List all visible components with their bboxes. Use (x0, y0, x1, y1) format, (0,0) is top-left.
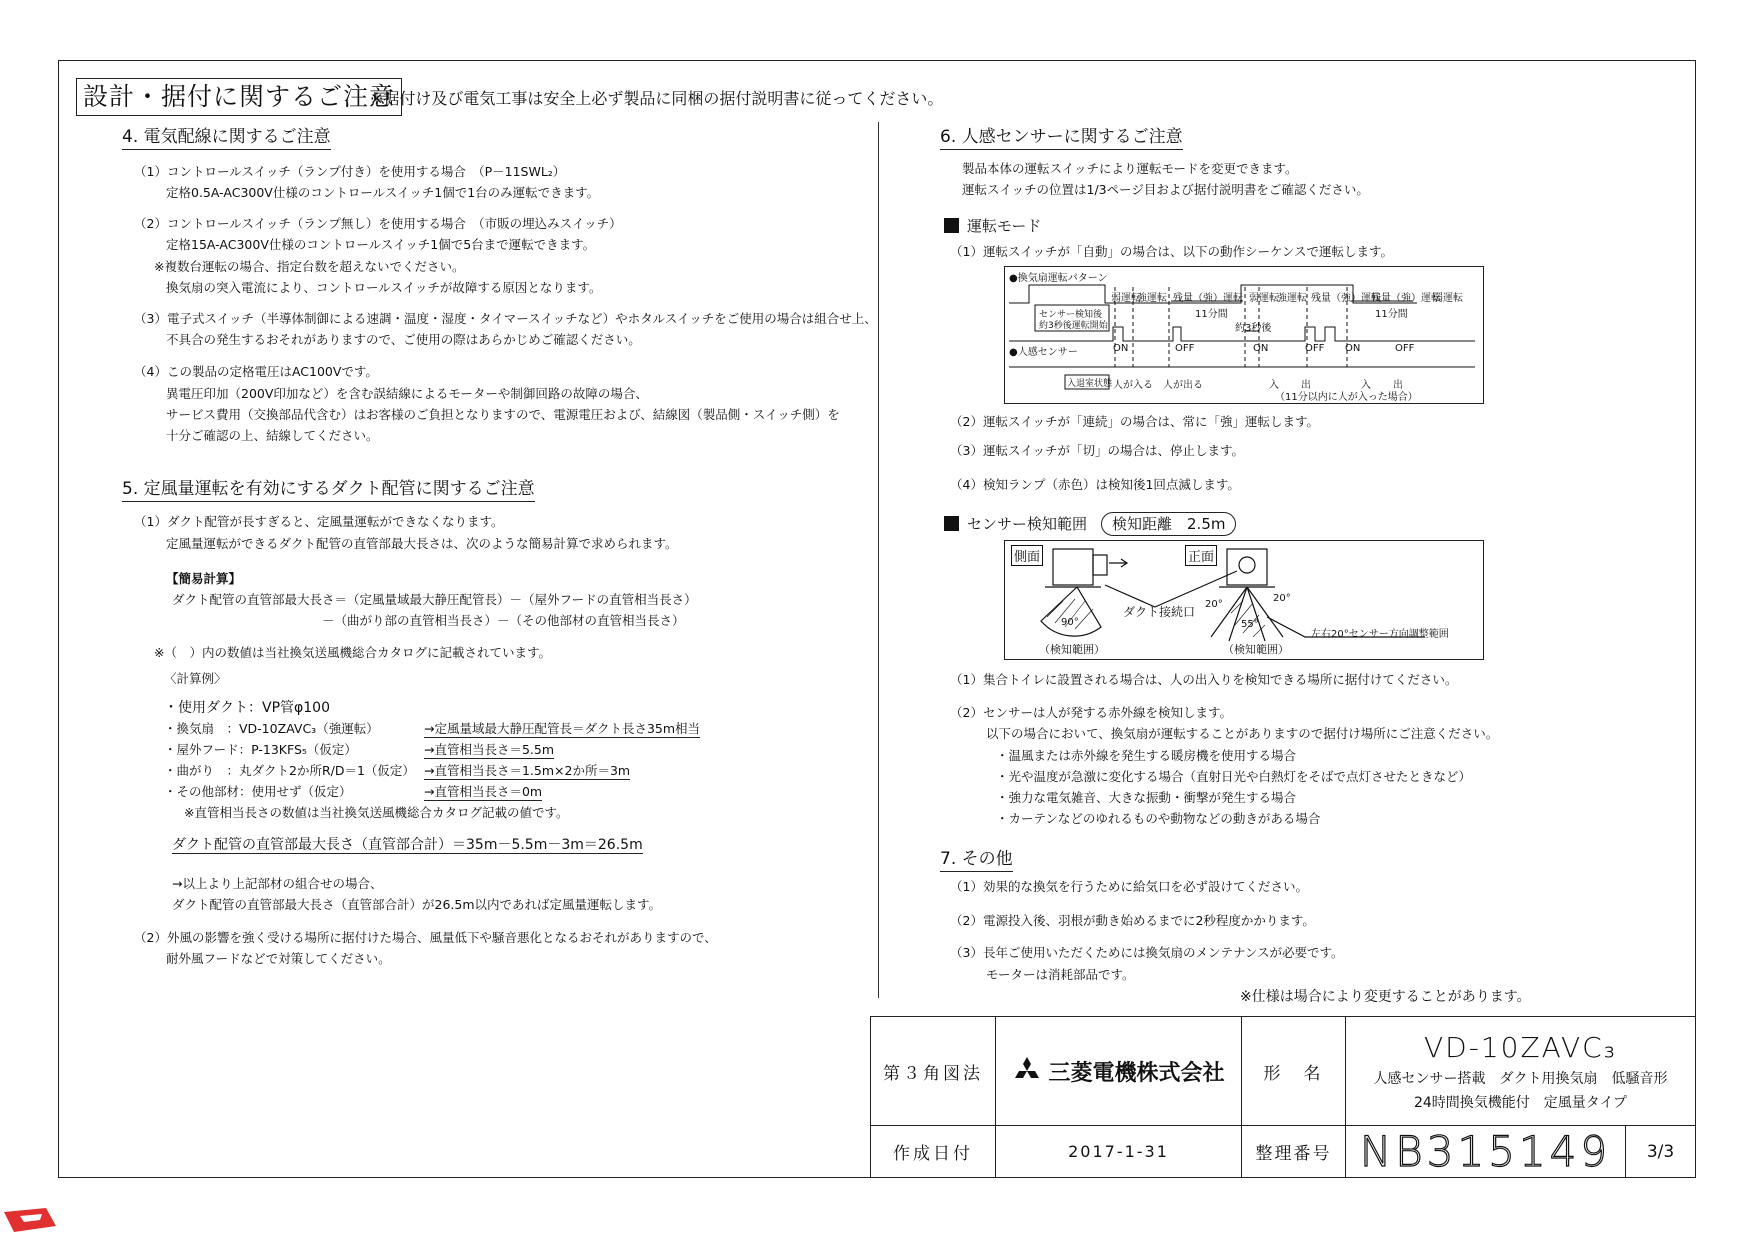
sec5-text: 耐外風フードなどで対策してください。 (166, 951, 391, 966)
black-square-icon (944, 516, 959, 531)
sec4-line: （4）この製品の定格電圧はAC100Vです。 (134, 364, 378, 379)
angle-90: 90° (1061, 617, 1079, 628)
sec6-intro: 運転スイッチの位置は1/3ページ目および据付説明書をご確認ください。 (962, 182, 1369, 197)
off-label: OFF (1305, 343, 1325, 354)
simple-calc-title: 【簡易計算】 (166, 571, 242, 586)
sec5-text: 定風量運転ができるダクト配管の直管部最大長さは、次のような簡易計算で求められます。 (166, 536, 678, 551)
adjust-label: 左右20°センサー方向調整範囲 (1311, 629, 1449, 640)
sec5-note: ※（ ）内の数値は当社換気送風機総合カタログに記載されています。 (154, 645, 551, 660)
duct-label: ダクト接続口 (1123, 605, 1196, 619)
example-result: →直管相当長さ＝1.5m×2か所＝3m (424, 763, 631, 778)
example-result: →直管相当長さ＝0m (424, 784, 543, 799)
example-line: ・屋外フード：P-13KFS₅（仮定） (164, 742, 357, 757)
page-title: 設計・据付に関するご注意 (76, 78, 402, 116)
sec5-text: （2）外風の影響を強く受ける場所に据付けた場合、風量低下や騒音悪化となるおそれがありますので、 (134, 930, 717, 945)
sec3-label: 約3秒後 (1235, 323, 1272, 334)
within-label: （11分以内に人が入った場合） (1275, 392, 1418, 403)
date-label: 作成日付 (871, 1125, 995, 1177)
other-line: （1）効果的な換気を行うために給気口を必ず設けてください。 (950, 879, 1308, 894)
range-line: （2）センサーは人が発する赤外線を検知します。 (950, 705, 1232, 720)
sec4-line: ※複数台運転の場合、指定台数を超えないでください。 (154, 259, 465, 274)
drawing-number: NB315149 (1345, 1125, 1625, 1177)
formula-line: ダクト配管の直管部最大長さ＝（定風量域最大静圧配管長）－（屋外フードの直管相当長さ） (172, 592, 697, 607)
model-label: 形 名 (1241, 1017, 1345, 1125)
side-arrow (1109, 559, 1127, 567)
residual-label: 残量（強）運転 (1371, 293, 1441, 304)
sensor-label: ●人感センサー (1009, 347, 1078, 358)
range-title: センサー検知範囲 検知距離 2.5m (944, 512, 1236, 536)
min11-label: 11分間 (1195, 309, 1228, 320)
on-label: ON (1345, 343, 1361, 354)
sec4-line: 定格15A-AC300V仕様のコントロールスイッチ1個で5台まで運転できます。 (166, 237, 596, 252)
angle-20-right: 20° (1273, 593, 1291, 604)
example-result: →定風量域最大静圧配管長＝ダクト長さ35m相当 (424, 721, 701, 736)
enter-label: 人が入る (1113, 380, 1153, 391)
black-square-icon (944, 218, 959, 233)
range-line: ・強力な電気雑音、大きな振動・衝撃が発生する場合 (996, 790, 1297, 805)
front-sensor (1239, 557, 1255, 573)
front-label: 正面 (1185, 545, 1217, 566)
conclusion-line: →以上より上記部材の組合せの場合、 (172, 876, 383, 891)
sec6-intro: 製品本体の運転スイッチにより運転モードを変更できます。 (962, 161, 1298, 176)
company-logo: 三菱電機株式会社 (995, 1017, 1241, 1125)
weak-label: 弱運転 (1433, 293, 1463, 304)
sequence-diagram (1004, 266, 1484, 404)
range-line: ・カーテンなどのゆれるものや動物などの動きがある場合 (996, 811, 1321, 826)
corner-stamp-icon (0, 1206, 58, 1240)
title-note: ※据付け及び電気工事は安全上必ず製品に同梱の据付説明書に従ってください。 (370, 89, 944, 108)
other-line: （3）長年ご使用いただくためには換気扇のメンテナンスが必要です。 (950, 945, 1344, 960)
sec4-line: （1）コントロールスイッチ（ランプ付き）を使用する場合 （P－11SWL₂） (134, 164, 566, 179)
detect-label: （検知範囲） (1039, 643, 1105, 656)
sec4-line: サービス費用（交換部品代含む）はお客様のご負担となりますので、電源電圧および、結線図（製品側・スイッチ側）を (166, 407, 840, 422)
example-line: ・その他部材：使用せず（仮定） (164, 784, 352, 799)
example-line: ・使用ダクト：VP管φ100 (164, 700, 330, 716)
leave-label: 人が出る (1163, 380, 1203, 391)
residual-label: 残量（強）運転 (1311, 293, 1381, 304)
example-result: →直管相当長さ＝5.5m (424, 742, 555, 757)
on-label: ON (1253, 343, 1269, 354)
mode-line: （2）運転スイッチが「連続」の場合は、常に「強」運転します。 (950, 414, 1319, 429)
date-value: 2017-1-31 (995, 1125, 1241, 1177)
example-line: ・換気扇 ：VD-10ZAVC₃（強運転） (164, 721, 379, 736)
calc-example-title: 〈計算例〉 (164, 671, 227, 686)
residual-label: 残量（強）運転 (1173, 293, 1243, 304)
off-label: OFF (1395, 343, 1415, 354)
sec4-line: 異電圧印加（200V印加など）を含む誤結線によるモーターや制御回路の故障の場合、 (166, 386, 648, 401)
calc-result: ダクト配管の直管部最大長さ（直管部合計）＝35m－5.5m－3m＝26.5m (172, 837, 643, 853)
detect-label: （検知範囲） (1223, 643, 1289, 656)
sec4-line: （2）コントロールスイッチ（ランプ無し）を使用する場合 （市販の埋込みスイッチ） (134, 216, 622, 231)
mode-title: 運転モード (944, 218, 1041, 235)
sec5-heading: 5. 定風量運転を有効にするダクト配管に関するご注意 (122, 478, 535, 502)
mode-line: （1）運転スイッチが「自動」の場合は、以下の動作シーケンスで運転します。 (950, 244, 1393, 259)
weak-label: 弱運転 (1111, 293, 1141, 304)
range-line: ・光や温度が急激に変化する場合（直射日光や白熱灯をそばで点灯させたときなど） (996, 769, 1472, 784)
range-pill: 検知距離 2.5m (1101, 512, 1236, 536)
out-label: 出 (1301, 380, 1311, 391)
strong-label: 強運転 (1277, 293, 1307, 304)
model-cell (1345, 1017, 1695, 1125)
spec-note: ※仕様は場合により変更することがあります。 (1240, 989, 1531, 1005)
front-unit (1227, 549, 1267, 585)
entry-label: 入退室状態 (1067, 379, 1113, 389)
sec4-line: 定格0.5A-AC300V仕様のコントロールスイッチ1個で1台のみ運転できます。 (166, 185, 600, 200)
mode-line: （4）検知ランプ（赤色）は検知後1回点滅します。 (950, 477, 1240, 492)
sec5-text: （1）ダクト配管が長すぎると、定風量運転ができなくなります。 (134, 514, 504, 529)
page-number: 3/3 (1625, 1125, 1695, 1177)
conclusion-line: ダクト配管の直管部最大長さ（直管部合計）が26.5m以内であれば定風量運転します。 (172, 897, 662, 912)
range-line: ・温風または赤外線を発生する暖房機を使用する場合 (996, 748, 1297, 763)
mode-line: （3）運転スイッチが「切」の場合は、停止します。 (950, 443, 1244, 458)
weak-label: 弱運転 (1249, 293, 1279, 304)
example-line: ・曲がり ：丸ダクト2か所R/D＝1（仮定） (164, 763, 415, 778)
pattern-label: ●換気扇運転パターン (1009, 273, 1108, 284)
column-divider (878, 122, 879, 998)
side-unit (1053, 549, 1093, 585)
formula-line: －（曲がり部の直管相当長さ）－（その他部材の直管相当長さ） (322, 613, 685, 628)
sec4-line: 不具合の発生するおそれがありますので、ご使用の際はあらかじめご確認ください。 (166, 332, 641, 347)
sec6-heading: 6. 人感センサーに関するご注意 (940, 126, 1183, 150)
number-label: 整理番号 (1241, 1125, 1345, 1177)
sec7-heading: 7. その他 (940, 848, 1013, 872)
range-line: （1）集合トイレに設置される場合は、人の出入りを検知できる場所に据付けてください。 (950, 672, 1458, 687)
note-line: センサー検知後 (1039, 310, 1103, 320)
side-port (1093, 555, 1107, 575)
model-number: VD-10ZAVC₃ (1424, 1030, 1617, 1064)
strong-label: 強運転 (1137, 293, 1167, 304)
title-block (870, 1016, 1696, 1178)
other-line: モーターは消耗部品です。 (986, 967, 1135, 982)
angle-20-left: 20° (1205, 599, 1223, 610)
on-label: ON (1113, 343, 1129, 354)
projection-label: 第３角図法 (883, 1063, 983, 1084)
range-diagram (1004, 540, 1484, 660)
model-desc: 人感センサー搭載 ダクト用換気扇 低騒音形 (1373, 1070, 1668, 1087)
sec4-heading: 4. 電気配線に関するご注意 (122, 126, 331, 150)
sec4-line: 換気扇の突入電流により、コントロールスイッチが故障する原因となります。 (166, 280, 602, 295)
angle-55: 55° (1241, 619, 1259, 630)
in-label: 入 (1269, 380, 1279, 391)
side-label: 側面 (1011, 545, 1043, 566)
in-label: 入 (1361, 380, 1371, 391)
min11-label: 11分間 (1375, 309, 1408, 320)
side-range (1041, 587, 1101, 636)
sec4-line: （3）電子式スイッチ（半導体制御による速調・温度・湿度・タイマースイッチなど）やホタルスイッチをご使用の場合は組合せ上、 (134, 311, 877, 326)
sec4-line: 十分ご確認の上、結線してください。 (166, 428, 379, 443)
model-desc: 24時間換気機能付 定風量タイプ (1413, 1094, 1628, 1111)
three-diamonds-icon (1012, 1057, 1042, 1085)
sec5-note: ※直管相当長さの数値は当社換気送風機総合カタログ記載の値です。 (184, 805, 569, 820)
off-label: OFF (1175, 343, 1195, 354)
out-label: 出 (1393, 380, 1403, 391)
note-line: 約3秒後運転開始 (1039, 321, 1108, 331)
other-line: （2）電源投入後、羽根が動き始めるまでに2秒程度かかります。 (950, 913, 1315, 928)
range-line: 以下の場合において、換気扇が運転することがありますので据付け場所にご注意ください。 (986, 726, 1499, 741)
